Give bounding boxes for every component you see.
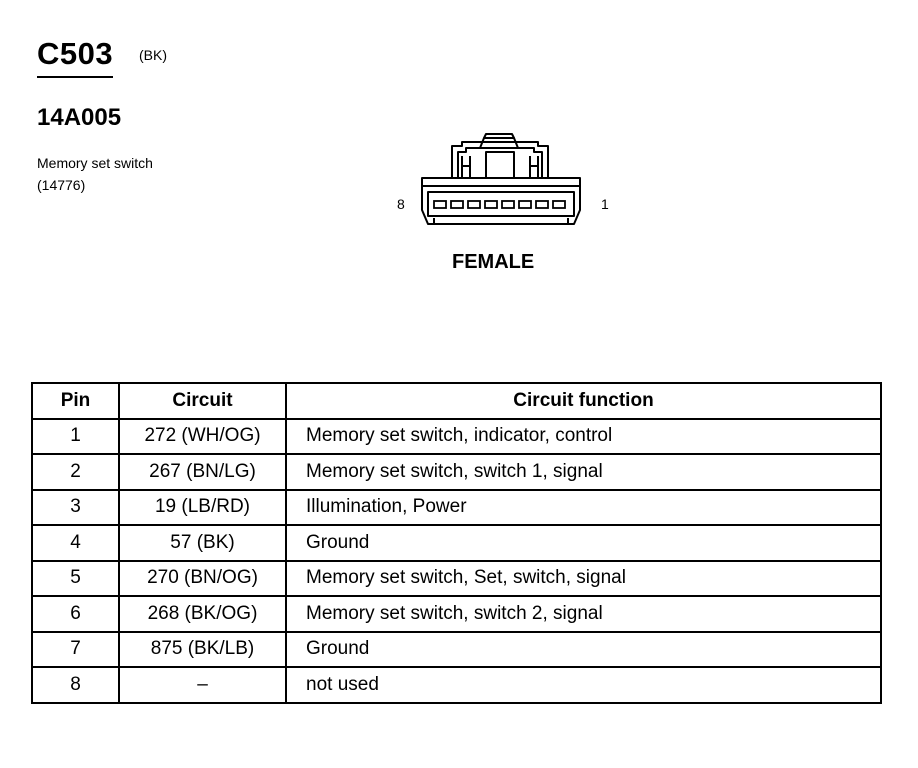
table-row bbox=[32, 632, 881, 668]
pin-cell: 4 bbox=[32, 525, 119, 561]
table-row bbox=[32, 667, 881, 703]
pin-cell: 7 bbox=[32, 632, 119, 668]
table-row bbox=[32, 525, 881, 561]
pin-cell: 5 bbox=[32, 561, 119, 597]
pin-cell: 1 bbox=[32, 419, 119, 455]
function-cell: Memory set switch, indicator, control bbox=[286, 419, 881, 455]
pin-cell: 3 bbox=[32, 490, 119, 526]
function-cell: Memory set switch, Set, switch, signal bbox=[286, 561, 881, 597]
table-row bbox=[32, 490, 881, 526]
function-cell: Illumination, Power bbox=[286, 490, 881, 526]
table-row bbox=[32, 419, 881, 455]
connector-face-diagram bbox=[418, 132, 584, 236]
circuit-cell: 267 (BN/LG) bbox=[119, 454, 286, 490]
connector-color: (BK) bbox=[139, 47, 167, 63]
part-number: 14A005 bbox=[37, 104, 122, 131]
connector-title bbox=[37, 36, 113, 78]
circuit-cell: 272 (WH/OG) bbox=[119, 419, 286, 455]
component-name: Memory set switch bbox=[37, 155, 153, 171]
function-cell: Ground bbox=[286, 525, 881, 561]
pinout-table bbox=[31, 382, 882, 704]
circuit-cell: – bbox=[119, 667, 286, 703]
header-circuit: Circuit bbox=[119, 383, 286, 419]
header-circuit-function: Circuit function bbox=[286, 383, 881, 419]
pin-cell: 2 bbox=[32, 454, 119, 490]
function-cell: not used bbox=[286, 667, 881, 703]
function-cell: Memory set switch, switch 2, signal bbox=[286, 596, 881, 632]
table-header-row bbox=[32, 383, 881, 419]
table-row bbox=[32, 596, 881, 632]
pin-cell: 6 bbox=[32, 596, 119, 632]
function-cell: Memory set switch, switch 1, signal bbox=[286, 454, 881, 490]
table-row bbox=[32, 561, 881, 597]
circuit-cell: 57 (BK) bbox=[119, 525, 286, 561]
table-row bbox=[32, 454, 881, 490]
circuit-cell: 268 (BK/OG) bbox=[119, 596, 286, 632]
pin-8-label: 8 bbox=[397, 196, 405, 212]
pin-1-label: 1 bbox=[601, 196, 609, 212]
circuit-cell: 19 (LB/RD) bbox=[119, 490, 286, 526]
circuit-cell: 875 (BK/LB) bbox=[119, 632, 286, 668]
header-pin: Pin bbox=[32, 383, 119, 419]
function-cell: Ground bbox=[286, 632, 881, 668]
connector-gender-label: FEMALE bbox=[452, 251, 535, 273]
pin-cell: 8 bbox=[32, 667, 119, 703]
circuit-cell: 270 (BN/OG) bbox=[119, 561, 286, 597]
connector-id: C503 bbox=[37, 36, 113, 78]
component-code: (14776) bbox=[37, 177, 86, 193]
